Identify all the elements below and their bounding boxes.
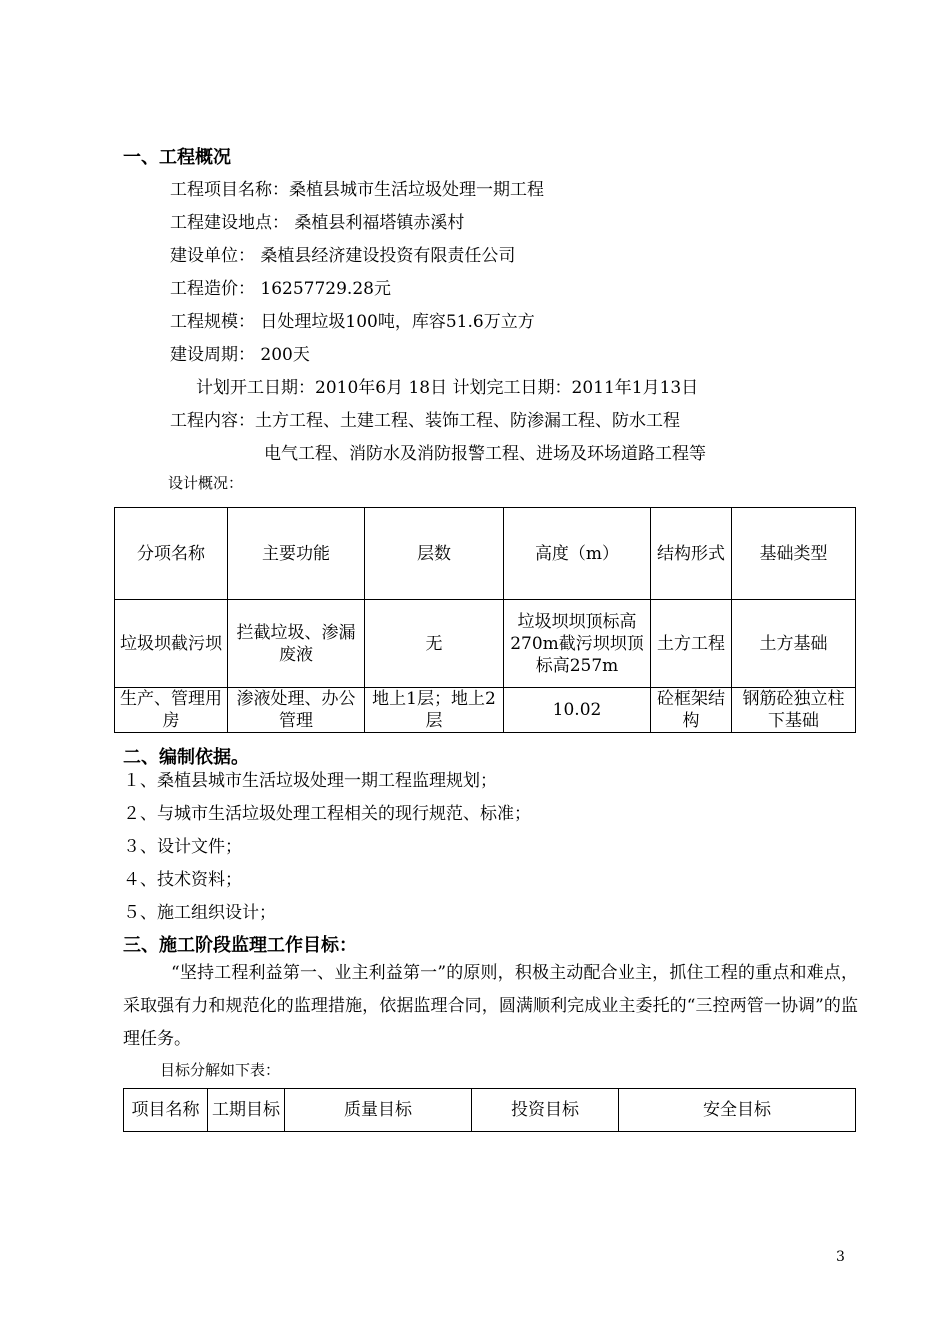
page-number: 3 [836, 1249, 845, 1265]
table-cell: 生产、管理用房 [115, 688, 228, 733]
project-location: 工程建设地点： 桑植县利福塔镇赤溪村 [170, 213, 465, 233]
planned-dates: 计划开工日期：2010年6月 18日 计划完工日期：2011年1月13日 [196, 378, 699, 398]
basis-item-3: ３、设计文件； [123, 837, 242, 857]
table-row [115, 688, 856, 733]
table-cell: 10.02 [504, 688, 651, 733]
table-cell: 渗液处理、办公管理 [228, 688, 365, 733]
basis-item-1: １、桑植县城市生活垃圾处理一期工程监理规划； [123, 771, 497, 791]
section3-heading: 三、施工阶段监理工作目标： [123, 935, 357, 956]
table-cell: 土方工程 [651, 600, 732, 688]
basis-item-5: ５、施工组织设计； [123, 903, 276, 923]
table-header-cell: 投资目标 [472, 1089, 619, 1132]
table-cell: 钢筋砼独立柱下基础 [732, 688, 856, 733]
goal-table [123, 1088, 856, 1132]
project-cost: 工程造价： 16257729.28元 [170, 279, 391, 299]
table-header-cell: 主要功能 [228, 508, 365, 600]
table-row [115, 600, 856, 688]
table-cell: 垃圾坝截污坝 [115, 600, 228, 688]
goal-paragraph: “坚持工程利益第一、业主利益第一”的原则，积极主动配合业主，抓住工程的重点和难点，采取强有力和规范化的监理措施，依据监理合同，圆满顺利完成业主委托的“三控两管一协调”的监理任务。 [123, 963, 858, 1049]
construction-unit: 建设单位： 桑植县经济建设投资有限责任公司 [170, 246, 516, 266]
table-header-cell: 基础类型 [732, 508, 856, 600]
table-cell: 地上1层；地上2层 [365, 688, 504, 733]
table-cell: 土方基础 [732, 600, 856, 688]
basis-item-2: ２、与城市生活垃圾处理工程相关的现行规范、标准； [123, 804, 531, 824]
table-header-row [124, 1089, 856, 1132]
table-header-cell: 分项名称 [115, 508, 228, 600]
project-content-line2: 电气工程、消防水及消防报警工程、进场及环场道路工程等 [264, 444, 706, 464]
table-cell: 垃圾坝坝顶标高270m截污坝坝顶标高257m [504, 600, 651, 688]
construction-period: 建设周期： 200天 [170, 345, 310, 365]
project-scale: 工程规模： 日处理垃圾100吨，库容51.6万立方 [170, 312, 535, 332]
table-header-row [115, 508, 856, 600]
design-overview-label: 设计概况： [168, 474, 244, 492]
project-content-line1: 工程内容：土方工程、土建工程、装饰工程、防渗漏工程、防水工程 [170, 411, 680, 431]
table-header-cell: 高度（m） [504, 508, 651, 600]
table-header-cell: 安全目标 [619, 1089, 856, 1132]
table-header-cell: 项目名称 [124, 1089, 208, 1132]
section1-heading: 一、工程概况 [123, 147, 231, 168]
table-cell: 拦截垃圾、渗漏废液 [228, 600, 365, 688]
table-header-cell: 工期目标 [208, 1089, 285, 1132]
table-header-cell: 结构形式 [651, 508, 732, 600]
table-header-cell: 层数 [365, 508, 504, 600]
table-header-cell: 质量目标 [285, 1089, 472, 1132]
table-cell: 无 [365, 600, 504, 688]
section2-heading: 二、编制依据。 [123, 747, 249, 768]
project-name: 工程项目名称：桑植县城市生活垃圾处理一期工程 [170, 180, 544, 200]
design-table [114, 507, 856, 733]
goal-table-label: 目标分解如下表： [160, 1061, 281, 1079]
basis-item-4: ４、技术资料； [123, 870, 242, 890]
table-cell: 砼框架结构 [651, 688, 732, 733]
